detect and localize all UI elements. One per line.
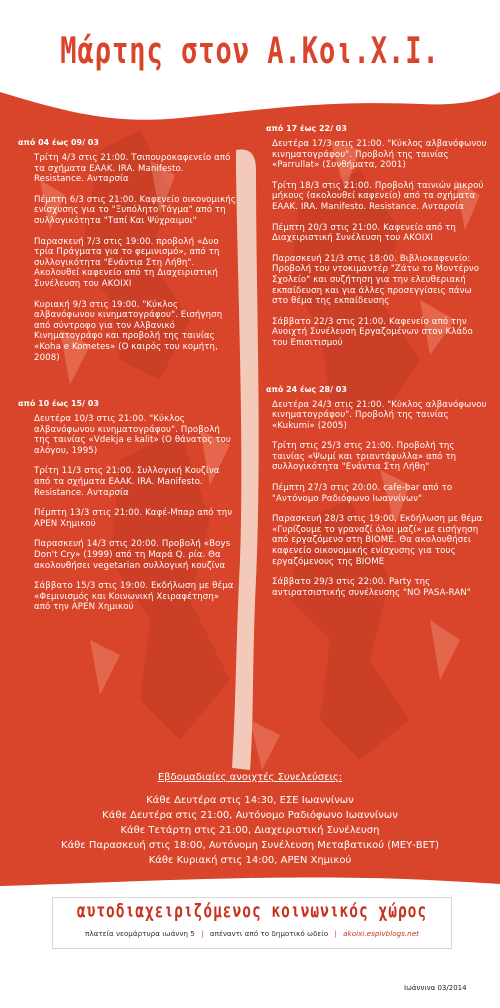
period-label: από 24 έως 28/ 03 — [266, 384, 347, 394]
event-item: Παρασκευή 7/3 στις 19:00. προβολή «Δυο τρία Πράγματα για το φεμινισμό», από τη συλλογικότητα "Ενάντια Στη Λήθη". Ακολουθεί καφενείο από τη Διαχειριστική Συνέλευση του ΑΚΟΙΧΙ — [34, 236, 220, 289]
event-item: Παρασκευή 21/3 στις 18:00. Βιβλιοκαφενείο: Προβολή του ντοκιμαντέρ "Ζάτω το Μοντέρνο Σχολείο" και συζήτηση για την ελευθεριακή εκπαίδευση και για άλλες προσεγγίσεις πάνω στο θέμα της εκπαίδευσης — [272, 253, 480, 307]
event-item: Παρασκευή 28/3 στις 19:00. Εκδήλωση με θέμα «Γυρίζουμε το γραναζί όλοι μαζί» με εισήγηση από εργαζόμενο στη ΒΙΟΜΕ. Θα ακολουθήσει καφενείο οικονομικής ενίσχυσης για τους εργαζόμενους της ΒΙΟΜΕ — [272, 514, 483, 567]
banner-info — [53, 929, 451, 938]
weekly-assemblies — [0, 772, 500, 868]
left-column — [14, 138, 236, 623]
weekly-line: Κάθε Δευτέρα στις 14:30, ΕΣΕ Ιωαννίνων — [146, 795, 354, 806]
event-item: Σάββατο 22/3 στις 21:00. Καφενείο από την Ανοιχτή Συνέλευση Εργαζομένων στον Κλάδο του Επισιτισμού — [272, 316, 473, 348]
separator: | — [334, 929, 337, 938]
event-item: Δευτέρα 10/3 στις 21:00. "Κύκλος αλβανόφωνου κινηματογράφου". Προβολή της ταινίας «Vdekja e kalit» (Ο θάνατος του αλόγου, 1995) — [34, 414, 231, 456]
event-item: Σάββατο 15/3 στις 19:00. Εκδήλωση με θέμα «Φεμινισμός και Κοινωνική Χειραφέτηση» από την ΑΡΕΝ Χημικού — [34, 581, 234, 613]
event-item: Πέμπτη 13/3 στις 21:00. Καφέ-Μπαρ από την ΑΡΕΝ Χημικού — [34, 508, 233, 529]
footer-date: Ιωάννινα 03/2014 — [404, 984, 467, 992]
weekly-line: Κάθε Δευτέρα στις 21:00, Αυτόνομο Ραδιόφωνο Ιωαννίνων — [102, 810, 398, 821]
event-item: Κυριακή 9/3 στις 19:00. "Κύκλος αλβανόφωνου κινηματογράφου". Εισήγηση από σύντροφο για τον Αλβανικό Κινηματογράφο και προβολή της ταινίας «Koha e Kometes» (Ο καιρός του κομήτη, 2008) — [34, 299, 223, 363]
event-item: Τρίτη 18/3 στις 21:00. Προβολή ταινιών μικρού μήκους (ακολουθεί καφενείο) από τα σχήματα ΕΑΑΚ. IRA. Manifesto. Resistance. Ανταρσία — [272, 180, 484, 212]
right-column — [262, 124, 488, 608]
event-item: Τρίτη 4/3 στις 21:00. Τσιπουροκαφενείο από τα σχήματα ΕΑΑΚ. IRA. Manifesto. Resistance. Ανταρσία — [34, 153, 231, 185]
banner-title: αυτοδιαχειριζόμενος κοινωνικός χώρος — [76, 901, 428, 923]
event-item: Δευτέρα 17/3 στις 21:00. "Κύκλος αλβανόφωνου κινηματογράφου". Προβολή της ταινίας «Parrullat» (Συνθήματα, 2001) — [272, 139, 487, 171]
event-item: Τρίτη 11/3 στις 21:00. Συλλογική Κουζίνα από τα σχήματα ΕΑΑΚ. IRA. Manifesto. Resistance. Ανταρσία — [34, 466, 220, 498]
period-label: από 04 έως 09/ 03 — [18, 138, 99, 147]
event-item: Δευτέρα 24/3 στις 21:00. "Κύκλος αλβανόφωνου κινηματογράφου". Προβολή της ταινίας «Kukumi» (2005) — [272, 399, 487, 431]
weekly-heading: Εβδομαδιαίες ανοιχτές Συνελεύσεις: — [157, 772, 343, 783]
banner-address: πλατεία νεομάρτυρα ιωάννη 5 — [85, 929, 195, 938]
weekly-line: Κάθε Τετάρτη στις 21:00, Διαχειριστική Συνέλευση — [120, 825, 380, 836]
weekly-line: Κάθε Παρασκευή στις 18:00, Αυτόνομη Συνέλευση Μεταβατικού (ΜΕΥ-ΒΕΤ) — [61, 840, 439, 851]
event-item: Σάββατο 29/3 στις 22:00. Party της αντιρατσιστικής συνέλευσης "NO PASA-RAN" — [272, 577, 471, 598]
weekly-line: Κάθε Κυριακή στις 14:00, ΑΡΕΝ Χημικού — [148, 855, 352, 866]
event-item: Παρασκευή 14/3 στις 20:00. Προβολή «Boys Don't Cry» (1999) από τη Μαρά Q. ρία. Θα ακολουθήσει vegetarian συλλογική κουζίνα — [34, 539, 231, 571]
event-item: Πέμπτη 6/3 στις 21:00. Καφενείο οικονομικής ενίσχυσης για το "Ξυπόλητο Τάγμα" από τη συλλογικότητα "Ταπί Και Ψύχραιμοι" — [34, 194, 236, 226]
banner-url[interactable]: akoixi.espivblogs.net — [343, 929, 419, 938]
space-banner — [52, 897, 452, 949]
period-label: από 17 έως 22/ 03 — [266, 124, 347, 133]
event-item: Τρίτη στις 25/3 στις 21:00. Προβολή της ταινίας «Ψωμί και τριαντάφυλλα» από τη συλλογικότητα "Ενάντια Στη Λήθη" — [272, 441, 457, 473]
period-label: από 10 έως 15/ 03 — [18, 399, 99, 409]
banner-location: απέναντι από το δημοτικό ωδείο — [209, 929, 329, 938]
separator: | — [201, 929, 204, 938]
event-item: Πέμπτη 27/3 στις 20:00. cafe-bar από το "Αντόνομο Ραδιόφωνο Ιωαννίνων" — [272, 483, 453, 504]
event-item: Πέμπτη 20/3 στις 21:00. Καφενείο από τη Διαχειριστική Συνέλευση του ΑΚΟΙΧΙ — [272, 222, 456, 244]
page-title: Μάρτης στον Α.Κοι.Χ.Ι. — [60, 30, 440, 73]
